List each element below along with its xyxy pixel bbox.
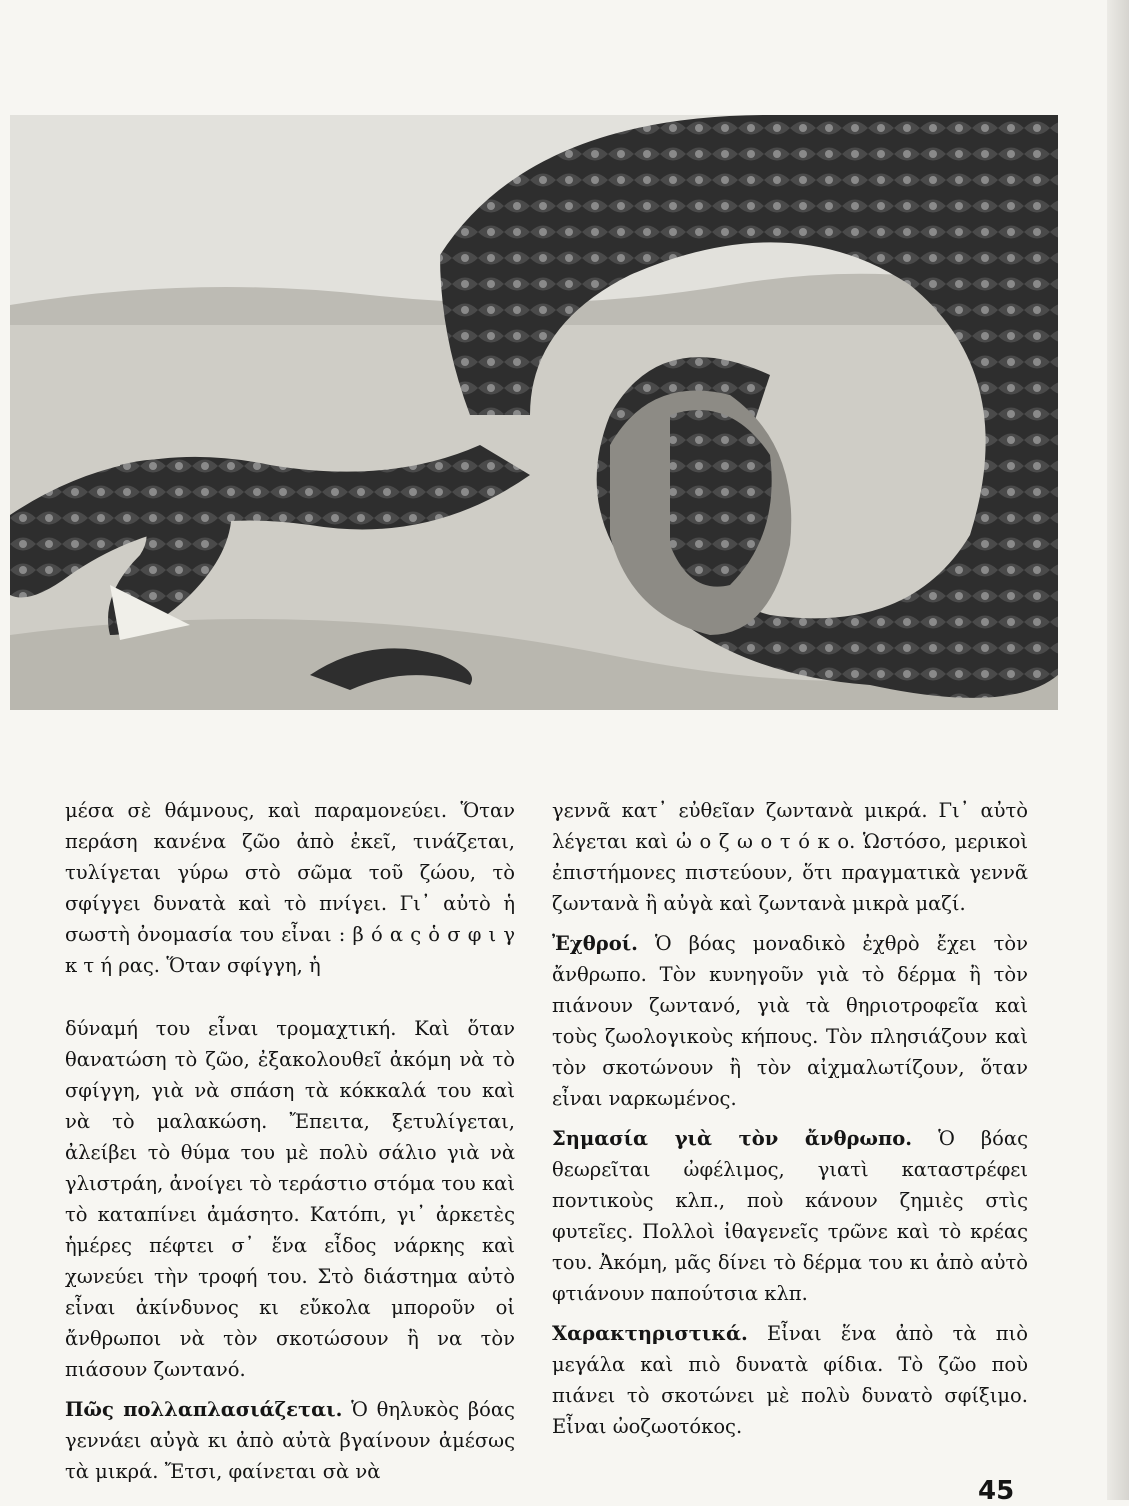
section-heading: Πῶς πολλαπλασιάζεται.	[65, 1398, 343, 1421]
section-heading: Σημασία γιὰ τὸν ἄνθρωπο.	[552, 1127, 913, 1150]
section-heading: Χαρακτηριστικά.	[552, 1322, 748, 1345]
left-column	[65, 795, 515, 1496]
section-text: Ὁ θηλυκὸς βόας γεννάει αὐγὰ κι ἀπὸ αὐτὰ βγαίνουν ἀμέσως τὰ μικρά. Ἔτσι, φαίνεται σὰ νὰ	[65, 1398, 515, 1483]
boa-illustration	[10, 115, 1058, 710]
paragraph-reproduction	[65, 1394, 515, 1487]
page-number: 45	[978, 1476, 1015, 1506]
paragraph-importance	[552, 1123, 1028, 1309]
section-text: Εἶναι ἕνα ἀπὸ τὰ πιὸ μεγάλα καὶ πιὸ δυνατὰ φίδια. Τὸ ζῶο ποὺ πιάνει τὸ σκοτώνει μὲ πολὺ δυνατὸ σφίξιμο. Εἶναι ὠοζωοτόκος.	[552, 1322, 1028, 1438]
paragraph-features	[552, 1318, 1028, 1442]
page-edge	[1107, 0, 1129, 1500]
paragraph: γεννᾶ κατ᾿ εὐθεῖαν ζωντανὰ μικρά. Γι᾿ αὐτὸ λέγεται καὶ ὠ ο ζ ω ο τ ό κ ο. Ὡστόσο, μερικοὶ ἐπιστήμονες πιστεύουν, ὅτι πραγματικὰ γεννᾶ ζωντανὰ ἢ αὐγὰ καὶ ζωντανὰ μικρὰ μαζί.	[552, 799, 1028, 915]
paragraph: μέσα σὲ θάμνους, καὶ παραμονεύει. Ὅταν περάση κανένα ζῶο ἀπὸ ἐκεῖ, τινάζεται, τυλίγεται γύρω στὸ σῶμα τοῦ ζώου, τὸ σφίγγει δυνατὰ καὶ τὸ πνίγει. Γι᾿ αὐτὸ ἡ σωστὴ ὀνομασία του εἶναι : β ό α ς ὁ σ φ ι γ κ τ ή ρας. Ὅταν σφίγγη, ἡ	[65, 799, 515, 977]
paragraph: δύναμή του εἶναι τρομαχτική. Καὶ ὅταν θανατώση τὸ ζῶο, ἐξακολουθεῖ ἀκόμη νὰ τὸ σφίγγη, γιὰ νὰ σπάση τὰ κόκκαλά του καὶ νὰ τὸ μαλακώση. Ἔπειτα, ξετυλίγεται, ἀλείβει τὸ θύμα του μὲ πολὺ σάλιο γιὰ νὰ γλιστράη, ἀνοίγει τὸ τεράστιο στόμα του καὶ τὸ καταπίνει ἀμάσητο. Κατόπι, γι᾿ ἀρκετὲς ἡμέρες πέφτει σ᾿ ἕνα εἶδος νάρκης καὶ χωνεύει τὴν τροφή του. Στὸ διάστημα αὐτὸ εἶναι ἀκίνδυνος κι εὔκολα μποροῦν οἱ ἄνθρωποι νὰ τὸν σκοτώσουν ἢ να τὸν πιάσουν ζωντανό.	[65, 1017, 515, 1381]
section-text: Ὁ βόας μοναδικὸ ἐχθρὸ ἔχει τὸν ἄνθρωπο. Τὸν κυνηγοῦν γιὰ τὸ δέρμα ἢ τὸν πιάνουν ζωντανό, γιὰ τὰ θηριοτροφεῖα καὶ τοὺς ζωολογικοὺς κήπους. Τὸν πλησιάζουν καὶ τὸν σκοτώνουν ἢ τὸν αἰχμαλωτίζουν, ὅταν εἶναι ναρκωμένος.	[552, 932, 1028, 1110]
paragraph-enemies	[552, 928, 1028, 1114]
right-column	[552, 795, 1028, 1451]
section-text: Ὁ βόας θεωρεῖται ὠφέλιμος, γιατὶ καταστρέφει ποντικοὺς κλπ., ποὺ κάνουν ζημιὲς στὶς φυτεῖες. Πολλοὶ ἰθαγενεῖς τρῶνε καὶ τὸ κρέας του. Ἀκόμη, μᾶς δίνει τὸ δέρμα του κι ἀπὸ αὐτὸ φτιάνουν παπούτσια κλπ.	[552, 1127, 1028, 1305]
boa-drawing	[10, 115, 1058, 710]
section-heading: Ἐχθροί.	[552, 932, 638, 955]
